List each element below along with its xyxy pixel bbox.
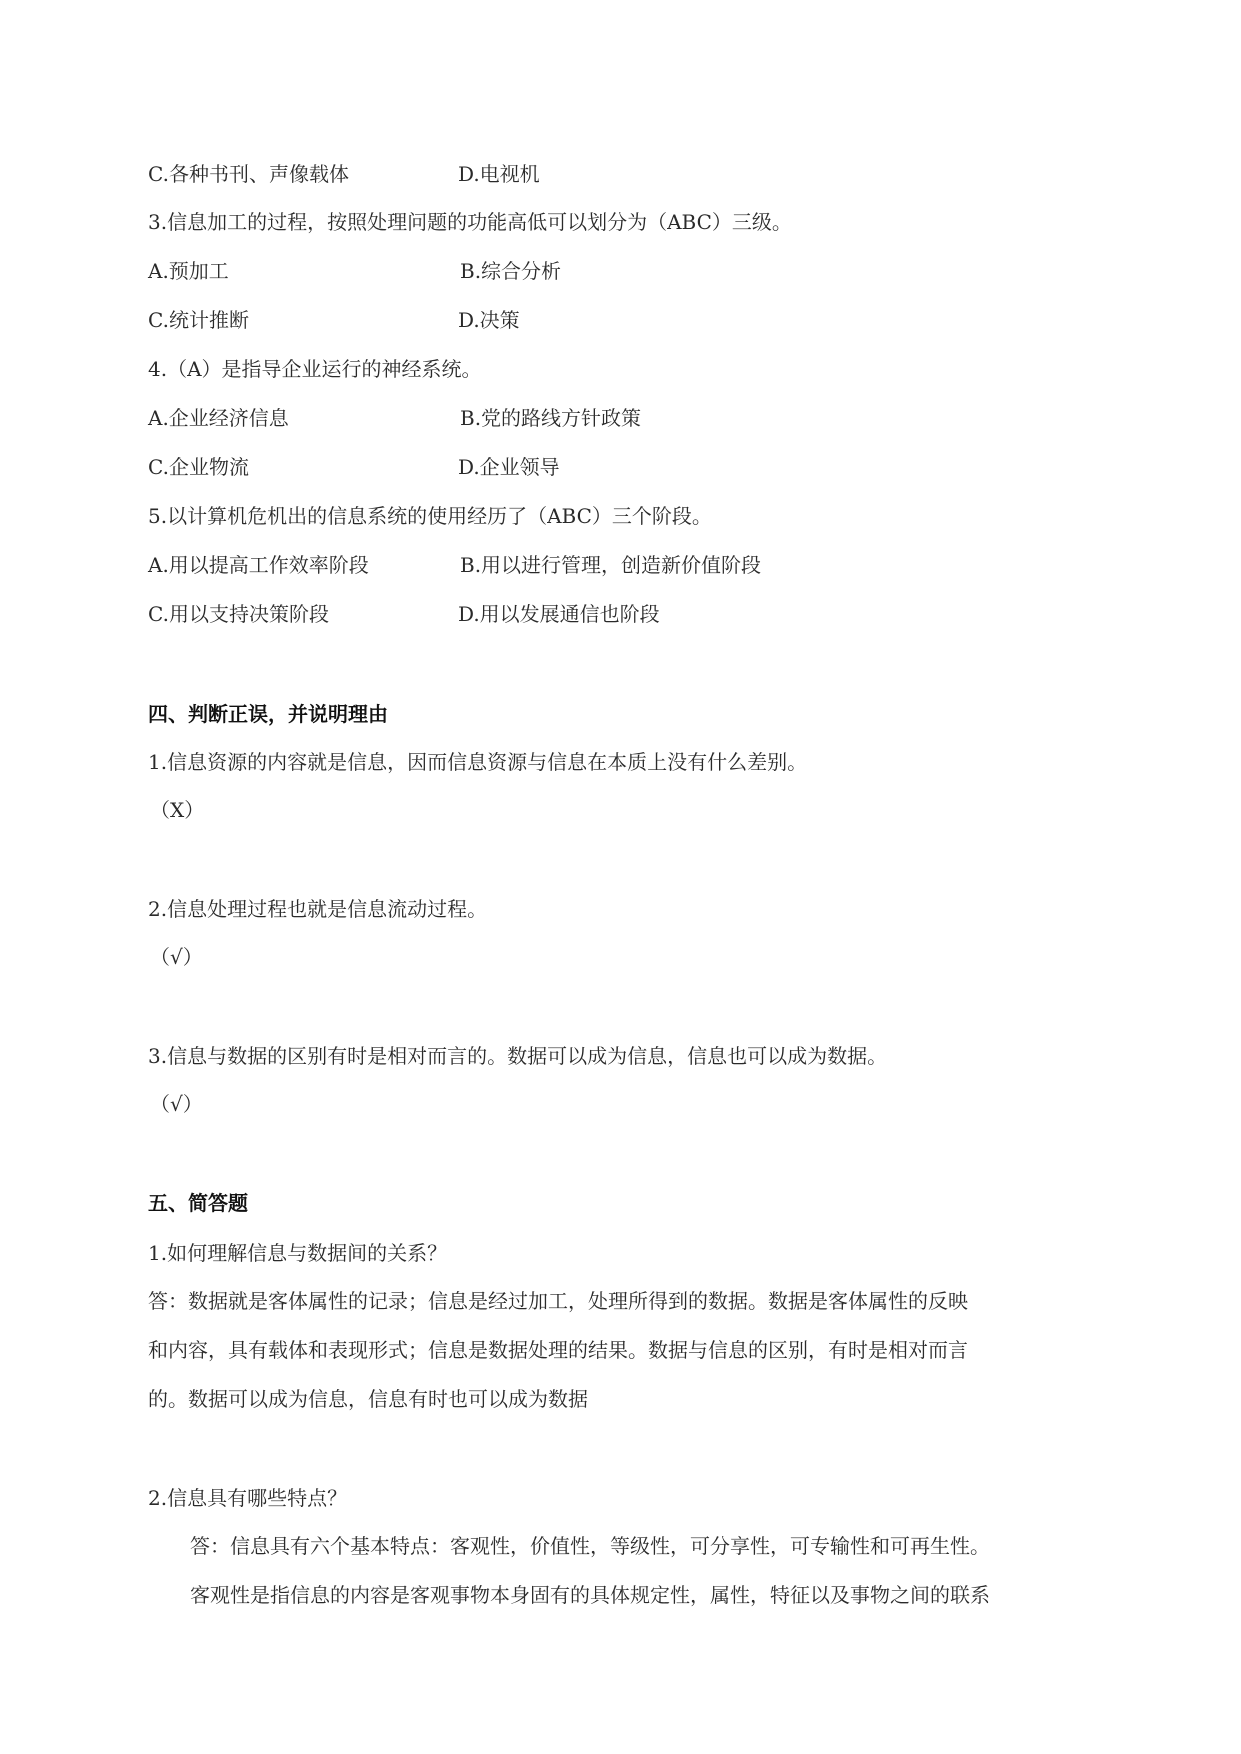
q3-option-d: D.决策 xyxy=(458,308,520,332)
q2-options-row-cd xyxy=(148,160,540,188)
q5-options-row-ab xyxy=(148,551,762,579)
q3-option-c: C.统计推断 xyxy=(148,308,249,332)
judgment-2-statement: 2.信息处理过程也就是信息流动过程。 xyxy=(148,897,488,921)
q3-option-b: B.综合分析 xyxy=(460,259,562,283)
short-answer-2-line-1: 答：信息具有六个基本特点：客观性，价值性，等级性，可分享性，可专输性和可再生性。 xyxy=(190,1534,990,1558)
q5-option-d: D.用以发展通信也阶段 xyxy=(458,602,660,626)
q5-options-row-cd xyxy=(148,600,660,628)
q4-option-c: C.企业物流 xyxy=(148,455,249,479)
q4-options-row-ab xyxy=(148,404,642,432)
short-answer-1-line-3: 的。数据可以成为信息，信息有时也可以成为数据 xyxy=(148,1387,588,1411)
q4-options-row-cd xyxy=(148,453,560,481)
q2-option-d: D.电视机 xyxy=(458,162,540,186)
q4-option-a: A.企业经济信息 xyxy=(148,406,289,430)
section4-heading: 四、判断正误，并说明理由 xyxy=(148,702,388,726)
q4-question: 4.（A）是指导企业运行的神经系统。 xyxy=(148,357,482,381)
section5-heading: 五、简答题 xyxy=(148,1191,248,1215)
short-answer-1-line-2: 和内容，具有载体和表现形式；信息是数据处理的结果。数据与信息的区别，有时是相对而言 xyxy=(148,1338,968,1362)
judgment-1-statement: 1.信息资源的内容就是信息，因而信息资源与信息在本质上没有什么差别。 xyxy=(148,750,808,774)
judgment-3-statement: 3.信息与数据的区别有时是相对而言的。数据可以成为信息，信息也可以成为数据。 xyxy=(148,1044,888,1068)
q4-option-d: D.企业领导 xyxy=(458,455,560,479)
q5-option-a: A.用以提高工作效率阶段 xyxy=(148,553,369,577)
judgment-3-answer: （√） xyxy=(150,1092,203,1116)
judgment-1-answer: （X） xyxy=(150,798,205,822)
short-answer-1-question: 1.如何理解信息与数据间的关系？ xyxy=(148,1241,448,1265)
q3-options-row-ab xyxy=(148,257,562,285)
q5-question: 5.以计算机危机出的信息系统的使用经历了（ABC）三个阶段。 xyxy=(148,504,712,528)
q3-option-a: A.预加工 xyxy=(148,259,229,283)
short-answer-1-line-1: 答：数据就是客体属性的记录；信息是经过加工，处理所得到的数据。数据是客体属性的反映 xyxy=(148,1289,968,1313)
short-answer-2-question: 2.信息具有哪些特点？ xyxy=(148,1486,348,1510)
q2-option-c: C.各种书刊、声像载体 xyxy=(148,162,349,186)
q3-question: 3.信息加工的过程，按照处理问题的功能高低可以划分为（ABC）三级。 xyxy=(148,210,792,234)
judgment-2-answer: （√） xyxy=(150,945,203,969)
q3-options-row-cd xyxy=(148,306,520,334)
q5-option-c: C.用以支持决策阶段 xyxy=(148,602,329,626)
q5-option-b: B.用以进行管理，创造新价值阶段 xyxy=(460,553,762,577)
short-answer-2-line-2: 客观性是指信息的内容是客观事物本身固有的具体规定性，属性，特征以及事物之间的联系 xyxy=(190,1583,990,1607)
q4-option-b: B.党的路线方针政策 xyxy=(460,406,642,430)
